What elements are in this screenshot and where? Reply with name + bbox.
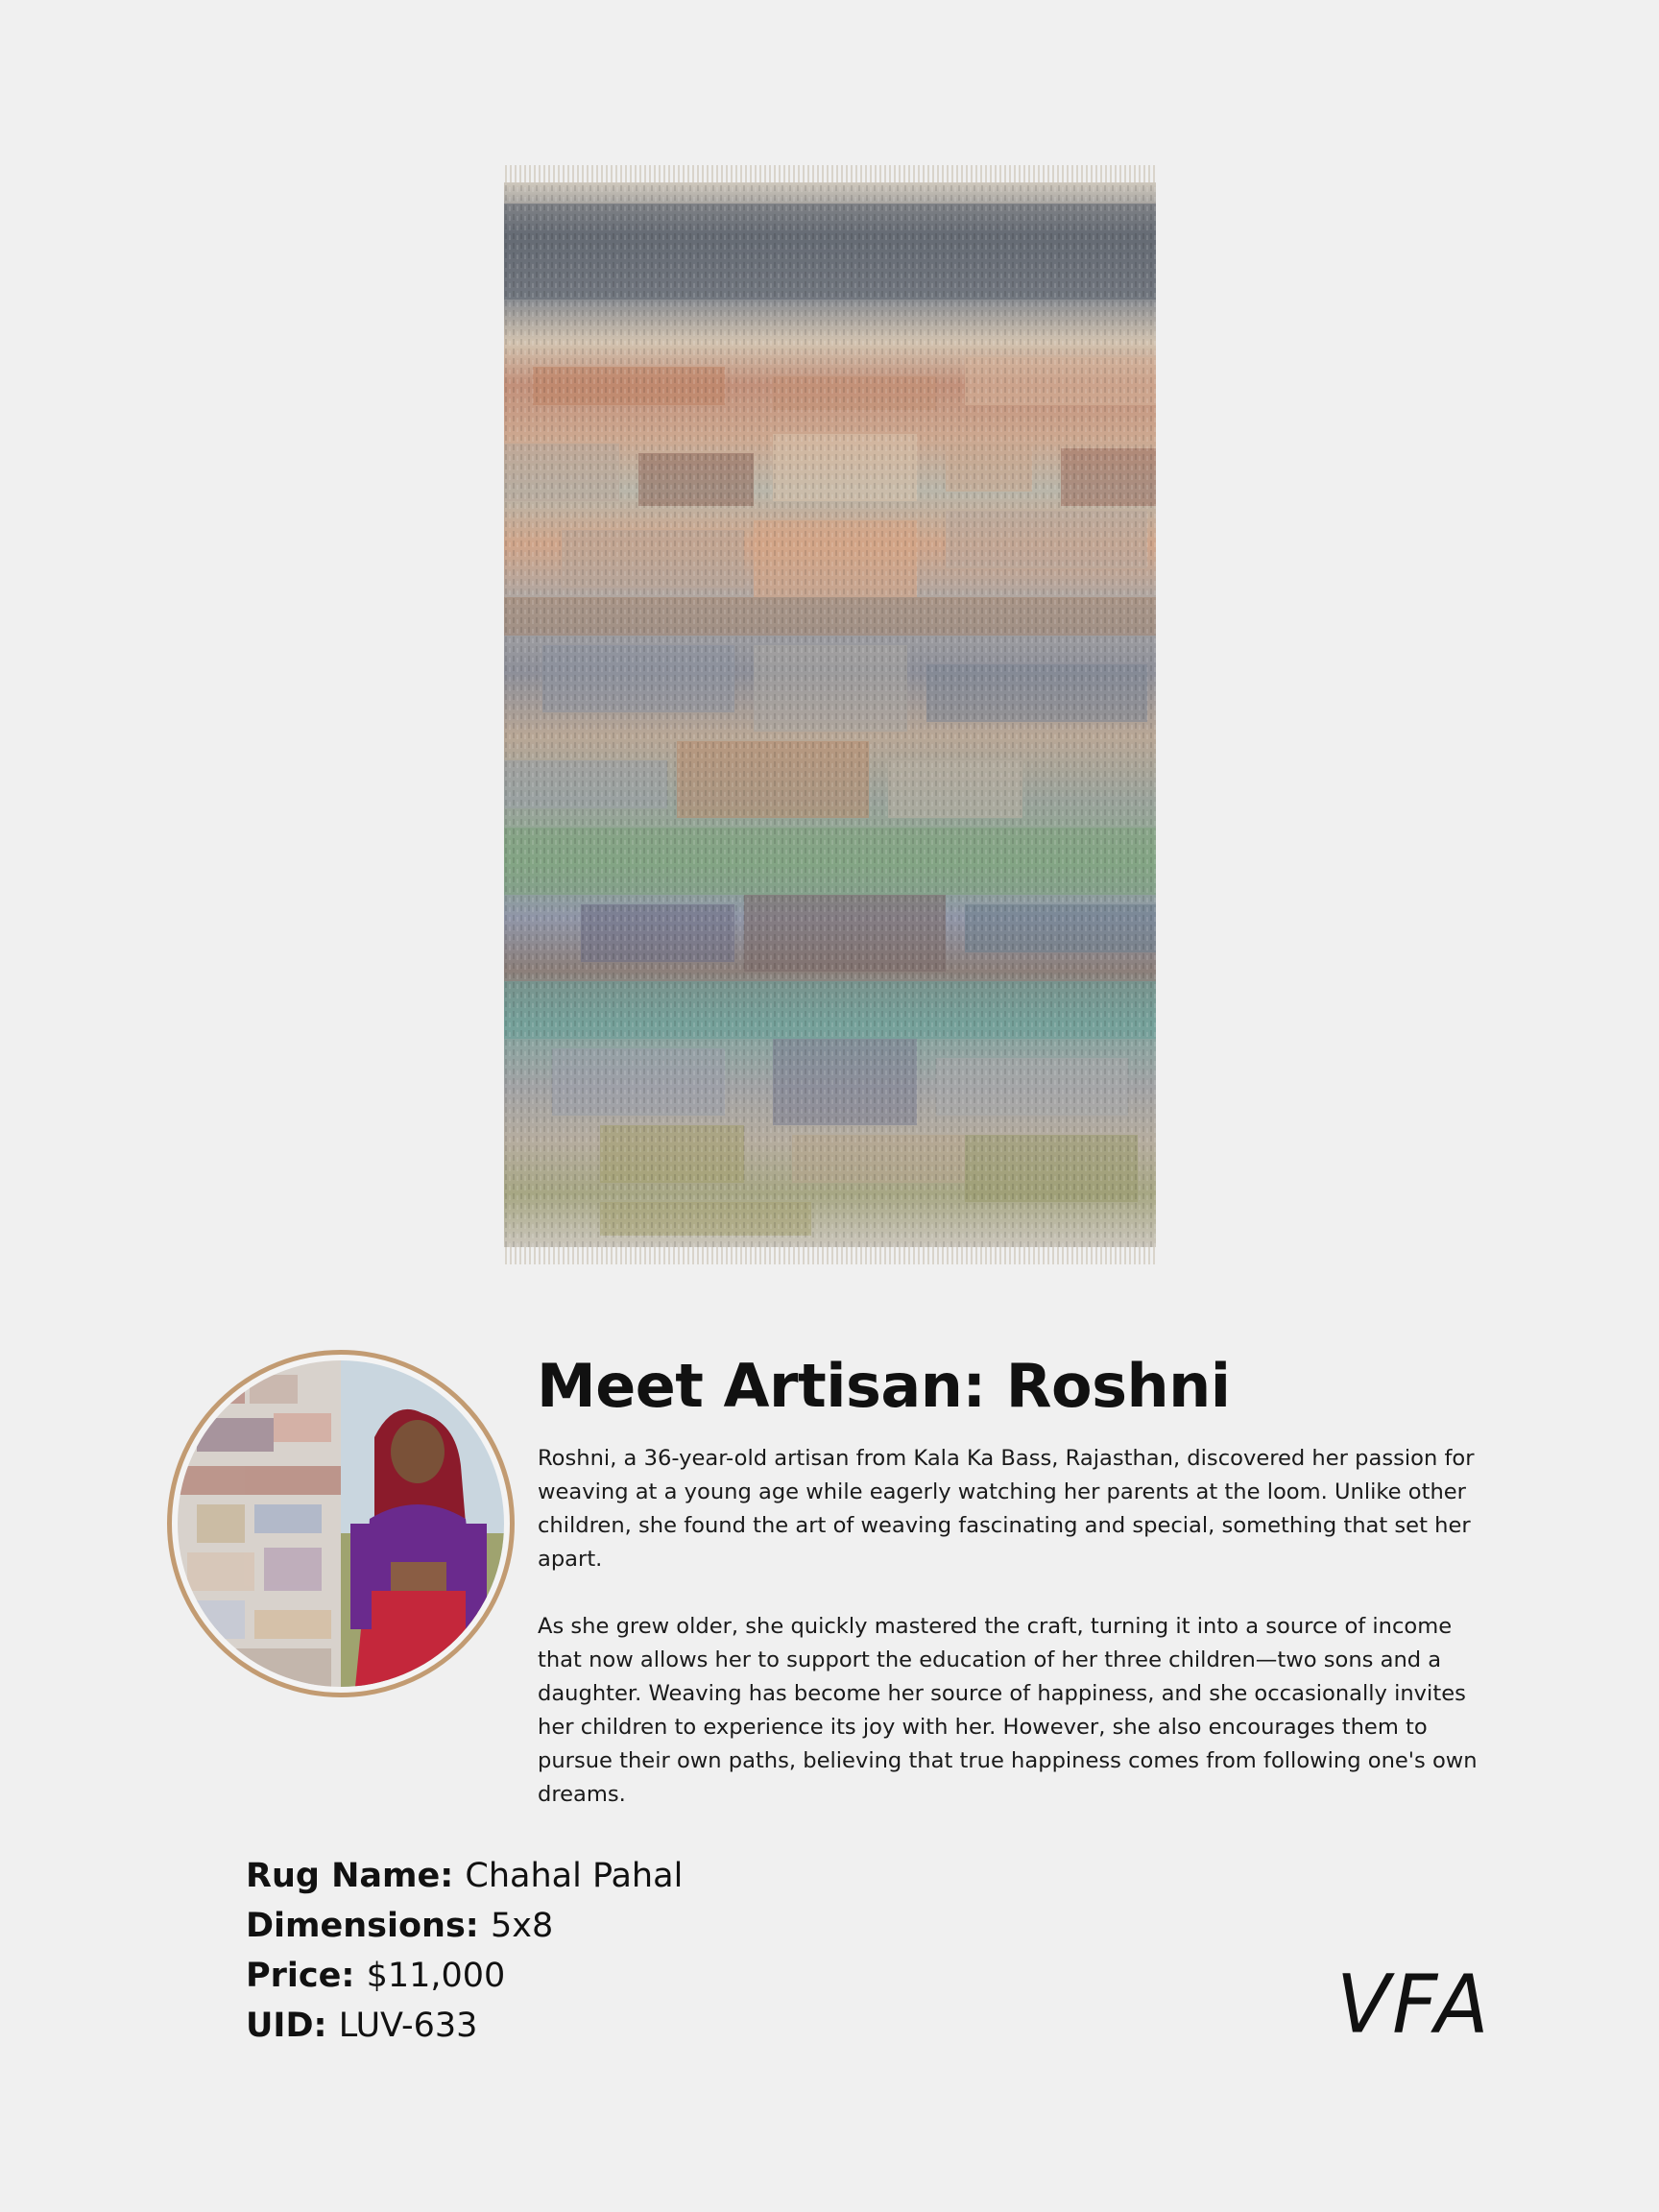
uid-label: UID: [246, 2007, 339, 2045]
rug-name-value: Chahal Pahal [465, 1857, 684, 1895]
price-row [246, 1951, 683, 2001]
rug-illustration [504, 165, 1156, 1264]
artisan-photo [178, 1360, 504, 1687]
uid-value: LUV-633 [338, 2007, 478, 2045]
bio-paragraph-2: As she grew older, she quickly mastered the craft, turning it into a source of income that now allows her to support the education of her three children—two sons and a daughter. Weaving has become her source of happiness, and she occasionally invites her children to experience its joy with her. However, she also encourages them to pursue their own paths, believing that true happiness comes from following one's own dreams. [538, 1614, 1478, 1807]
price-label: Price: [246, 1957, 367, 1995]
bio-paragraph-1: Roshni, a 36-year-old artisan from Kala Ka Bass, Rajasthan, discovered her passion for weaving at a young age while eagerly watching her parents at the loom. Unlike other children, she found the art of weaving fascinating and special, something that set her apart. [538, 1446, 1475, 1572]
brand-logo: VFA [1336, 1959, 1491, 2052]
rug-name-row [246, 1851, 683, 1901]
rug-name-label: Rug Name: [246, 1857, 466, 1895]
artisan-portrait [167, 1350, 515, 1697]
dimensions-row [246, 1901, 683, 1951]
dimensions-value: 5x8 [490, 1907, 554, 1945]
page-title: Meet Artisan: Roshni [537, 1351, 1231, 1421]
rug-image [504, 165, 1156, 1264]
rug-details [246, 1851, 683, 2051]
price-value: $11,000 [366, 1957, 506, 1995]
uid-row [246, 2001, 683, 2051]
dimensions-label: Dimensions: [246, 1907, 491, 1945]
